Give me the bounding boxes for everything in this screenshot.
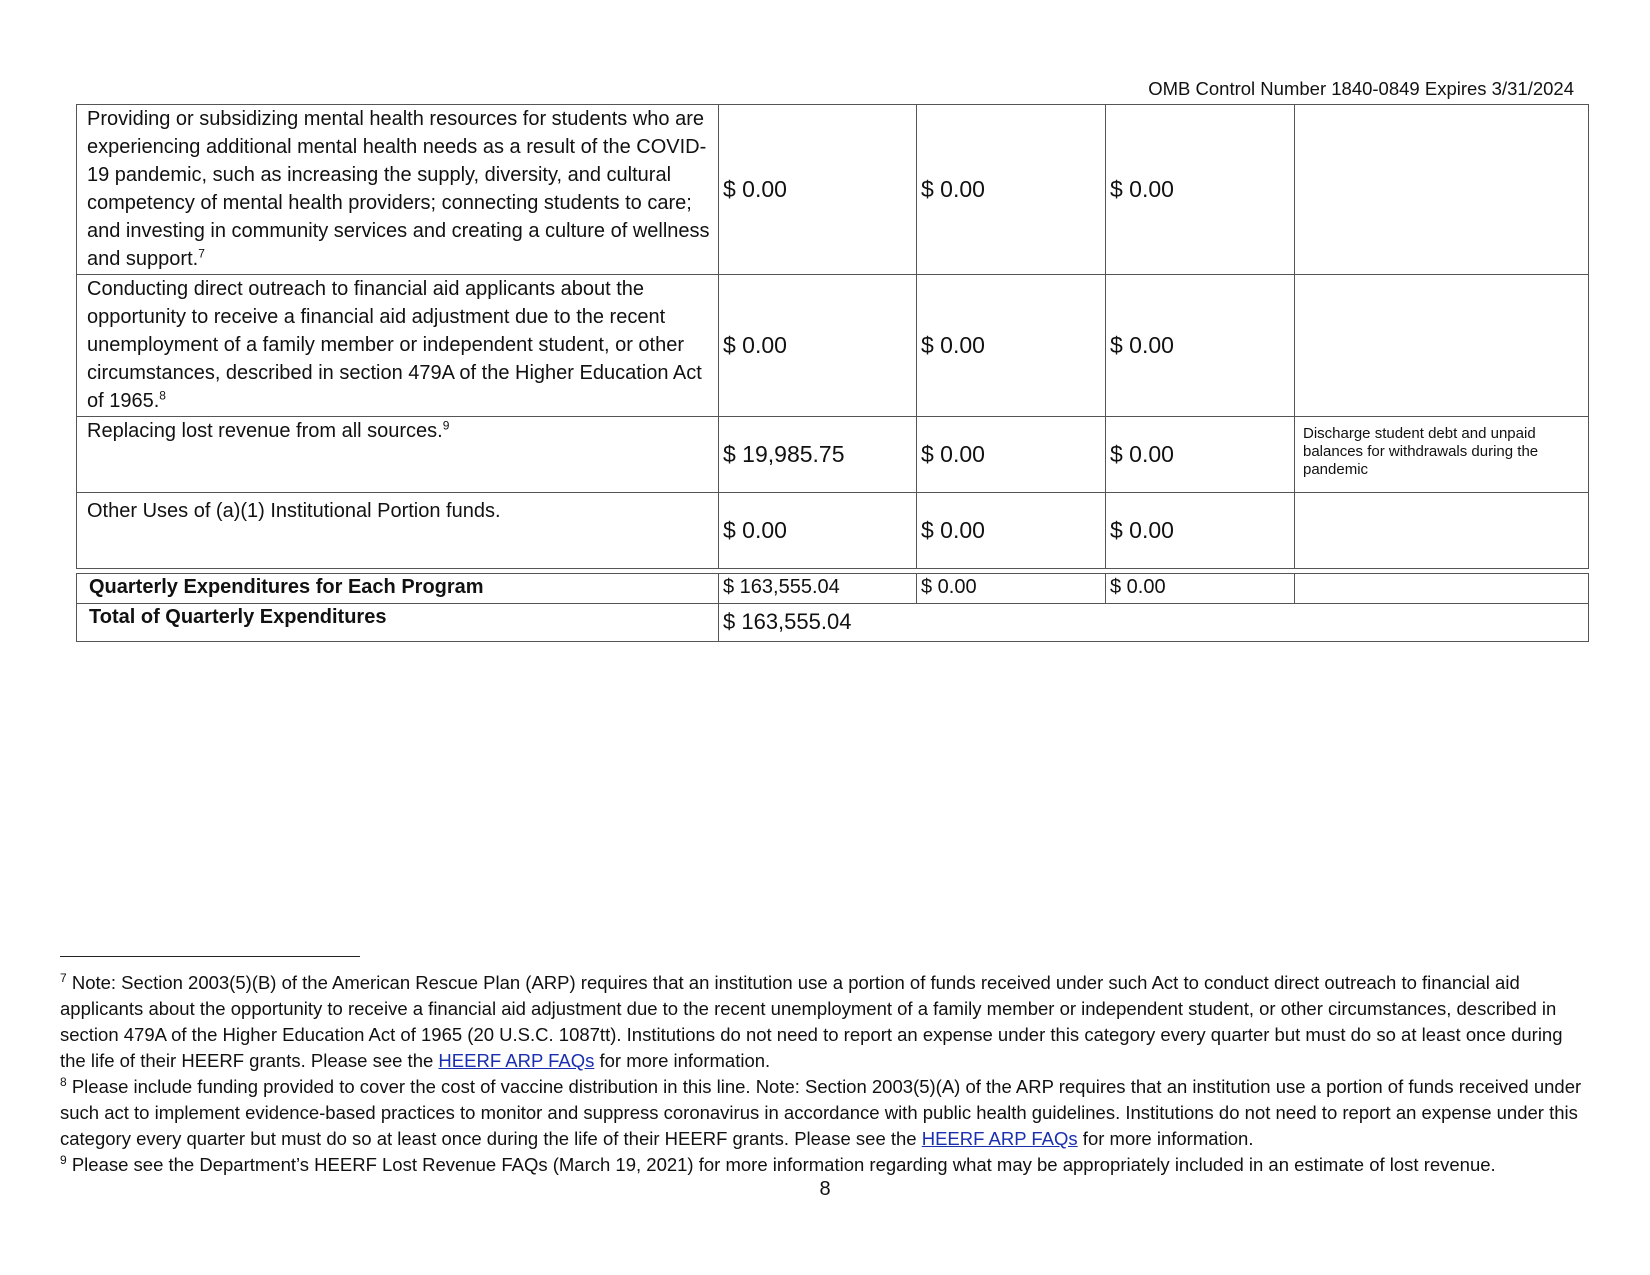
- footnote-separator: [60, 956, 360, 957]
- footnotes: [60, 970, 1590, 1178]
- quarterly-amount: $ 0.00: [917, 574, 1106, 604]
- expenditure-table: [76, 104, 1589, 642]
- total-label: Total of Quarterly Expenditures: [77, 604, 719, 642]
- amount-cell: $ 0.00: [719, 105, 917, 275]
- total-row: [77, 604, 1589, 642]
- heerf-arp-faqs-link[interactable]: HEERF ARP FAQs: [438, 1050, 595, 1071]
- amount-cell: $ 0.00: [1106, 417, 1295, 493]
- row-description: Providing or subsidizing mental health resources for students who are experiencing additional mental health needs as a result of the COVID-19 pandemic, such as increasing the supply, diversity, and cultural competency of mental health providers; connecting students to care; and investing in community services and creating a culture of wellness and support.$^7$: [77, 105, 719, 275]
- amount-cell: $ 19,985.75: [719, 417, 917, 493]
- amount-cell: $ 0.00: [917, 105, 1106, 275]
- amount-cell: $ 0.00: [917, 417, 1106, 493]
- heerf-arp-faqs-link[interactable]: HEERF ARP FAQs: [921, 1128, 1078, 1149]
- quarterly-amount: $ 0.00: [1106, 574, 1295, 604]
- empty-cell: [1295, 574, 1589, 604]
- footnote-9: $^9$ Please see the Department’s HEERF Lost Revenue FAQs (March 19, 2021) for more information regarding what may be appropriately included in an estimate of lost revenue.: [60, 1152, 1496, 1175]
- note-cell: [1295, 493, 1589, 569]
- table-row: [77, 105, 1589, 275]
- omb-control-number: OMB Control Number 1840-0849 Expires 3/31/2024: [1148, 78, 1574, 99]
- footnote-7: $^7$ Note: Section 2003(5)(B) of the American Rescue Plan (ARP) requires that an institution use a portion of funds received under such Act to conduct direct outreach to financial aid applicants about the opportunity to receive a financial aid adjustment due to the recent unemployment of a family member or independent student, or other circumstances, described in section 479A of the Higher Education Act of 1965 (20 U.S.C. 1087tt). Institutions do not need to report an expense under this category every quarter but must do so at least once during the life of their HEERF grants. Please see the HEERF ARP FAQs for more information.: [60, 970, 1563, 1071]
- amount-cell: $ 0.00: [1106, 275, 1295, 417]
- quarterly-amount: $ 163,555.04: [719, 574, 917, 604]
- total-value: $ 163,555.04: [719, 604, 1589, 642]
- table-row: [77, 275, 1589, 417]
- amount-cell: $ 0.00: [1106, 105, 1295, 275]
- row-description: Replacing lost revenue from all sources.$^9$: [77, 417, 719, 493]
- note-cell: Discharge student debt and unpaid balances for withdrawals during the pandemic: [1295, 417, 1589, 493]
- footnote-8: $^8$ Please include funding provided to cover the cost of vaccine distribution in this line. Note: Section 2003(5)(A) of the ARP requires that an institution use a portion of funds received under such act to implement evidence-based practices to monitor and suppress coronavirus in accordance with public health guidelines. Institutions do not need to report an expense under this category every quarter but must do so at least once during the life of their HEERF grants. Please see the HEERF ARP FAQs for more information.: [60, 1074, 1582, 1149]
- note-cell: [1295, 105, 1589, 275]
- quarterly-label: Quarterly Expenditures for Each Program: [77, 574, 719, 604]
- row-description: Conducting direct outreach to financial aid applicants about the opportunity to receive a financial aid adjustment due to the recent unemployment of a family member or independent student, or other circumstances, described in section 479A of the Higher Education Act of 1965.$^8$: [77, 275, 719, 417]
- page-number: 8: [819, 1178, 831, 1200]
- amount-cell: $ 0.00: [917, 493, 1106, 569]
- table-row: [77, 493, 1589, 569]
- amount-cell: $ 0.00: [917, 275, 1106, 417]
- table-row: [77, 417, 1589, 493]
- quarterly-expenditures-row: [77, 574, 1589, 604]
- amount-cell: $ 0.00: [1106, 493, 1295, 569]
- note-cell: [1295, 275, 1589, 417]
- amount-cell: $ 0.00: [719, 275, 917, 417]
- amount-cell: $ 0.00: [719, 493, 917, 569]
- row-description: Other Uses of (a)(1) Institutional Portion funds.: [77, 493, 719, 569]
